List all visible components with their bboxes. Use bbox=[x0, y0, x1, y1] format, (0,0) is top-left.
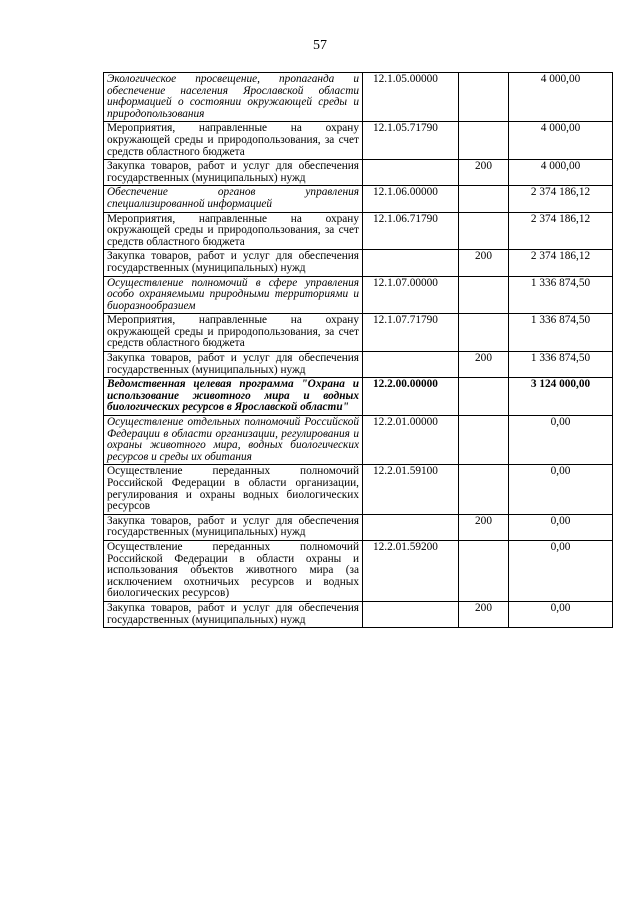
row-name-cell: Закупка товаров, работ и услуг для обеспечения государственных (муниципальных) нужд bbox=[104, 514, 363, 540]
table-row bbox=[104, 250, 613, 276]
row-expense-type-cell: 200 bbox=[459, 601, 509, 627]
row-name-cell: Осуществление переданных полномочий Российской Федерации в области охраны и использования объектов животного мира (за исключением охотничьих ресурсов и водных биологических ресурсов) bbox=[104, 540, 363, 601]
row-expense-type-cell: 200 bbox=[459, 514, 509, 540]
row-name-cell: Осуществление переданных полномочий Российской Федерации в области организации, регулирования и охраны водных биологических ресурсов bbox=[104, 465, 363, 514]
row-amount-cell: 2 374 186,12 bbox=[509, 186, 613, 212]
row-code-cell bbox=[363, 514, 459, 540]
row-amount-cell: 4 000,00 bbox=[509, 160, 613, 186]
row-expense-type-cell bbox=[459, 465, 509, 514]
row-name-cell: Осуществление отдельных полномочий Российской Федерации в области организации, регулирования и охраны животного мира, водных биологических ресурсов и среды их обитания bbox=[104, 416, 363, 465]
row-expense-type-cell bbox=[459, 186, 509, 212]
row-name-cell: Экологическое просвещение, пропаганда и обеспечение населения Ярославской области информацией о состоянии окружающей среды и природопользования bbox=[104, 73, 363, 122]
row-amount-cell: 1 336 874,50 bbox=[509, 352, 613, 378]
row-expense-type-cell: 200 bbox=[459, 352, 509, 378]
row-code-cell: 12.1.07.00000 bbox=[363, 276, 459, 314]
row-amount-cell: 1 336 874,50 bbox=[509, 314, 613, 352]
row-amount-cell: 1 336 874,50 bbox=[509, 276, 613, 314]
row-code-cell: 12.2.00.00000 bbox=[363, 378, 459, 416]
row-code-cell: 12.1.05.00000 bbox=[363, 73, 459, 122]
row-code-cell bbox=[363, 250, 459, 276]
row-amount-cell: 4 000,00 bbox=[509, 122, 613, 160]
row-code-cell: 12.2.01.59200 bbox=[363, 540, 459, 601]
row-code-cell: 12.1.05.71790 bbox=[363, 122, 459, 160]
row-code-cell: 12.2.01.00000 bbox=[363, 416, 459, 465]
row-name-cell: Обеспечение органов управления специализированной информацией bbox=[104, 186, 363, 212]
row-name-cell: Закупка товаров, работ и услуг для обеспечения государственных (муниципальных) нужд bbox=[104, 250, 363, 276]
row-expense-type-cell bbox=[459, 73, 509, 122]
row-amount-cell: 2 374 186,12 bbox=[509, 212, 613, 250]
table-row bbox=[104, 160, 613, 186]
row-expense-type-cell bbox=[459, 416, 509, 465]
row-expense-type-cell bbox=[459, 276, 509, 314]
row-code-cell: 12.1.07.71790 bbox=[363, 314, 459, 352]
table-row bbox=[104, 212, 613, 250]
table-row bbox=[104, 540, 613, 601]
row-code-cell: 12.1.06.00000 bbox=[363, 186, 459, 212]
row-expense-type-cell bbox=[459, 314, 509, 352]
row-amount-cell: 3 124 000,00 bbox=[509, 378, 613, 416]
row-expense-type-cell: 200 bbox=[459, 250, 509, 276]
row-amount-cell: 4 000,00 bbox=[509, 73, 613, 122]
table-row bbox=[104, 186, 613, 212]
budget-table bbox=[103, 72, 613, 628]
table-row bbox=[104, 601, 613, 627]
table-row bbox=[104, 378, 613, 416]
row-expense-type-cell: 200 bbox=[459, 160, 509, 186]
row-expense-type-cell bbox=[459, 378, 509, 416]
table-row bbox=[104, 122, 613, 160]
row-amount-cell: 0,00 bbox=[509, 514, 613, 540]
row-amount-cell: 0,00 bbox=[509, 416, 613, 465]
page-number: 57 bbox=[313, 38, 327, 53]
row-code-cell bbox=[363, 601, 459, 627]
row-code-cell: 12.1.06.71790 bbox=[363, 212, 459, 250]
table-row bbox=[104, 352, 613, 378]
row-code-cell bbox=[363, 352, 459, 378]
row-amount-cell: 0,00 bbox=[509, 540, 613, 601]
row-name-cell: Закупка товаров, работ и услуг для обеспечения государственных (муниципальных) нужд bbox=[104, 160, 363, 186]
row-expense-type-cell bbox=[459, 212, 509, 250]
table-row bbox=[104, 314, 613, 352]
table-row bbox=[104, 465, 613, 514]
row-expense-type-cell bbox=[459, 540, 509, 601]
row-name-cell: Мероприятия, направленные на охрану окружающей среды и природопользования, за счет средств областного бюджета bbox=[104, 314, 363, 352]
row-name-cell: Закупка товаров, работ и услуг для обеспечения государственных (муниципальных) нужд bbox=[104, 601, 363, 627]
table-row bbox=[104, 416, 613, 465]
row-name-cell: Закупка товаров, работ и услуг для обеспечения государственных (муниципальных) нужд bbox=[104, 352, 363, 378]
row-amount-cell: 0,00 bbox=[509, 601, 613, 627]
table-row bbox=[104, 514, 613, 540]
row-expense-type-cell bbox=[459, 122, 509, 160]
row-name-cell: Ведомственная целевая программа "Охрана и использование животного мира и водных биологических ресурсов в Ярославской области" bbox=[104, 378, 363, 416]
budget-table-body bbox=[104, 73, 613, 628]
row-name-cell: Мероприятия, направленные на охрану окружающей среды и природопользования, за счет средств областного бюджета bbox=[104, 122, 363, 160]
row-code-cell: 12.2.01.59100 bbox=[363, 465, 459, 514]
row-amount-cell: 2 374 186,12 bbox=[509, 250, 613, 276]
table-row bbox=[104, 276, 613, 314]
row-code-cell bbox=[363, 160, 459, 186]
row-amount-cell: 0,00 bbox=[509, 465, 613, 514]
row-name-cell: Осуществление полномочий в сфере управления особо охраняемыми природными территориями и биоразнообразием bbox=[104, 276, 363, 314]
row-name-cell: Мероприятия, направленные на охрану окружающей среды и природопользования, за счет средств областного бюджета bbox=[104, 212, 363, 250]
table-row bbox=[104, 73, 613, 122]
